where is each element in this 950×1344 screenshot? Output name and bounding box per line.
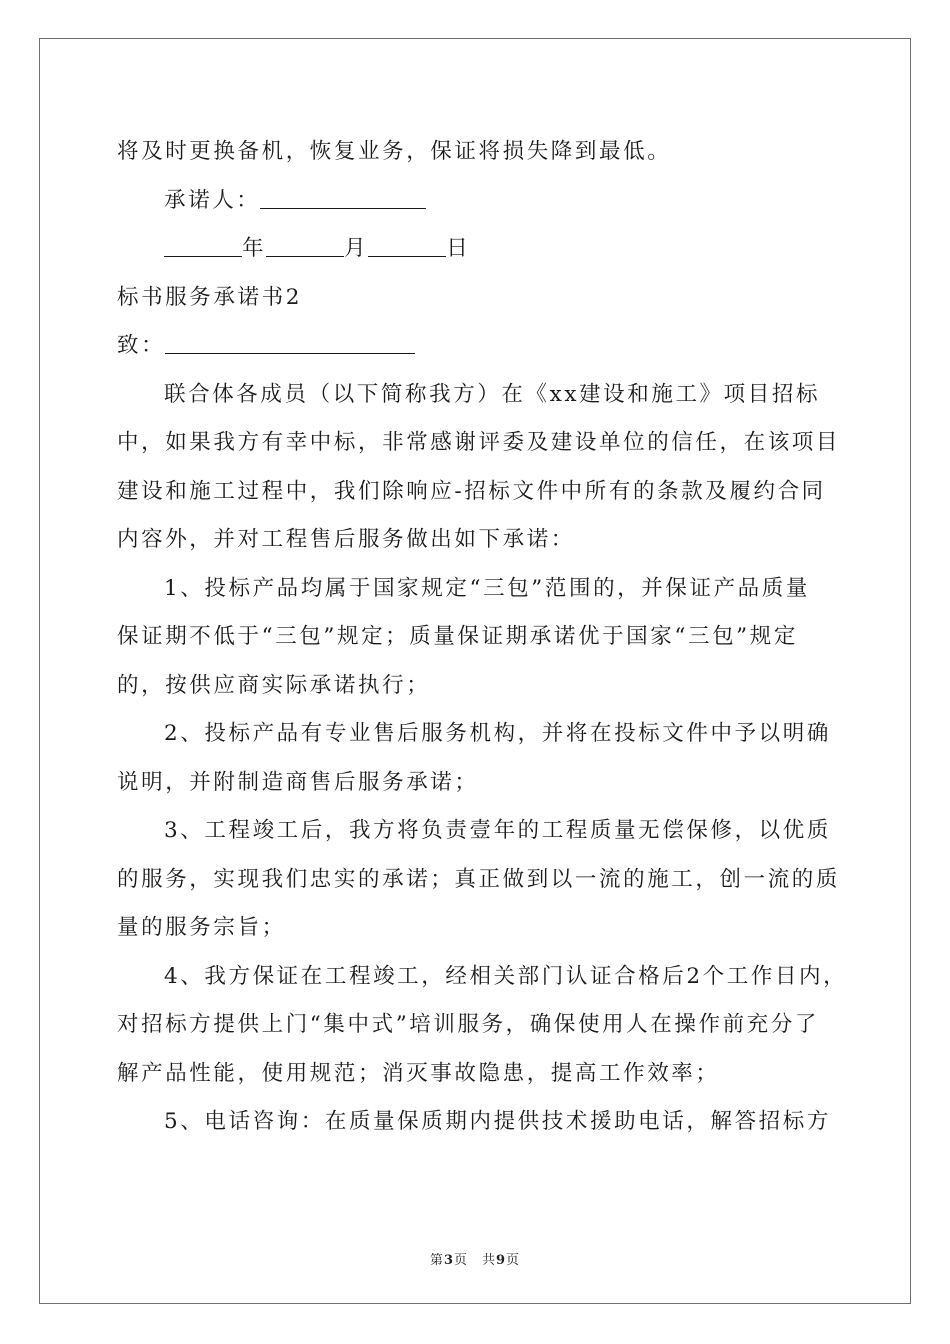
item-line: 解产品性能，使用规范；消灭事故隐患，提高工作效率； [117, 1060, 720, 1086]
promiser-blank [260, 184, 426, 209]
month-label: 月 [344, 236, 369, 261]
page-suffix: 页 [506, 1253, 521, 1268]
item-line: 的，按供应商实际承诺执行； [117, 672, 431, 698]
day-label: 日 [446, 236, 471, 261]
paragraph-line: 内容外，并对工程售后服务做出如下承诺： [117, 527, 575, 552]
promiser-label: 承诺人： [164, 187, 261, 213]
item-line: 说明，并附制造商售后服务承诺； [117, 769, 479, 795]
year-label: 年 [242, 236, 267, 261]
item-line: 的服务，实现我们忠实的承诺；真正做到以一流的施工，创一流的质 [117, 866, 841, 892]
document-body [117, 128, 848, 1147]
year-blank [164, 232, 242, 257]
to-label: 致： [117, 333, 166, 358]
current-page-number: 3 [443, 1253, 454, 1268]
item-line: 对招标方提供上门“集中式”培训服务，确保使用人在操作前充分了 [117, 1012, 819, 1037]
paragraph-line: 建设和施工过程中，我们除响应-招标文件中所有的条款及履约合同 [117, 478, 826, 504]
promiser-line [117, 177, 837, 226]
paragraph-line: 中，如果我方有幸中标，非常感谢评委及建设单位的信任，在该项目 [117, 430, 841, 455]
month-blank [266, 232, 344, 257]
page-prefix: 第 [429, 1253, 444, 1268]
paragraph-line: 将及时更换备机，恢复业务，保证将损失降到最低。 [117, 139, 672, 164]
item-line: 量的服务宗旨； [117, 915, 286, 940]
item-line: 2、投标产品有专业售后服务机构，并将在投标文件中予以明确 [164, 721, 831, 746]
item-line: 4、我方保证在工程竣工，经相关部门认证合格后2个工作日内， [164, 963, 848, 989]
page-separator: 页 共 [453, 1253, 496, 1268]
item-line: 5、电话咨询：在质量保质期内提供技术援助电话，解答招标方 [164, 1109, 831, 1134]
to-line [117, 322, 837, 371]
total-page-number: 9 [496, 1253, 507, 1268]
date-line [117, 225, 837, 274]
item-line: 3、工程竣工后，我方将负责壹年的工程质量无偿保修，以优质 [164, 818, 831, 843]
to-blank [165, 329, 415, 354]
page-footer [0, 1249, 950, 1268]
section-title: 标书服务承诺书2 [117, 284, 302, 310]
item-line: 保证期不低于“三包”规定；质量保证期承诺优于国家“三包”规定 [117, 624, 798, 649]
paragraph-line: 联合体各成员（以下简称我方）在《xx建设和施工》项目招标 [164, 381, 821, 407]
day-blank [368, 232, 446, 257]
item-line: 1、投标产品均属于国家规定“三包”范围的，并保证产品质量 [164, 575, 810, 601]
